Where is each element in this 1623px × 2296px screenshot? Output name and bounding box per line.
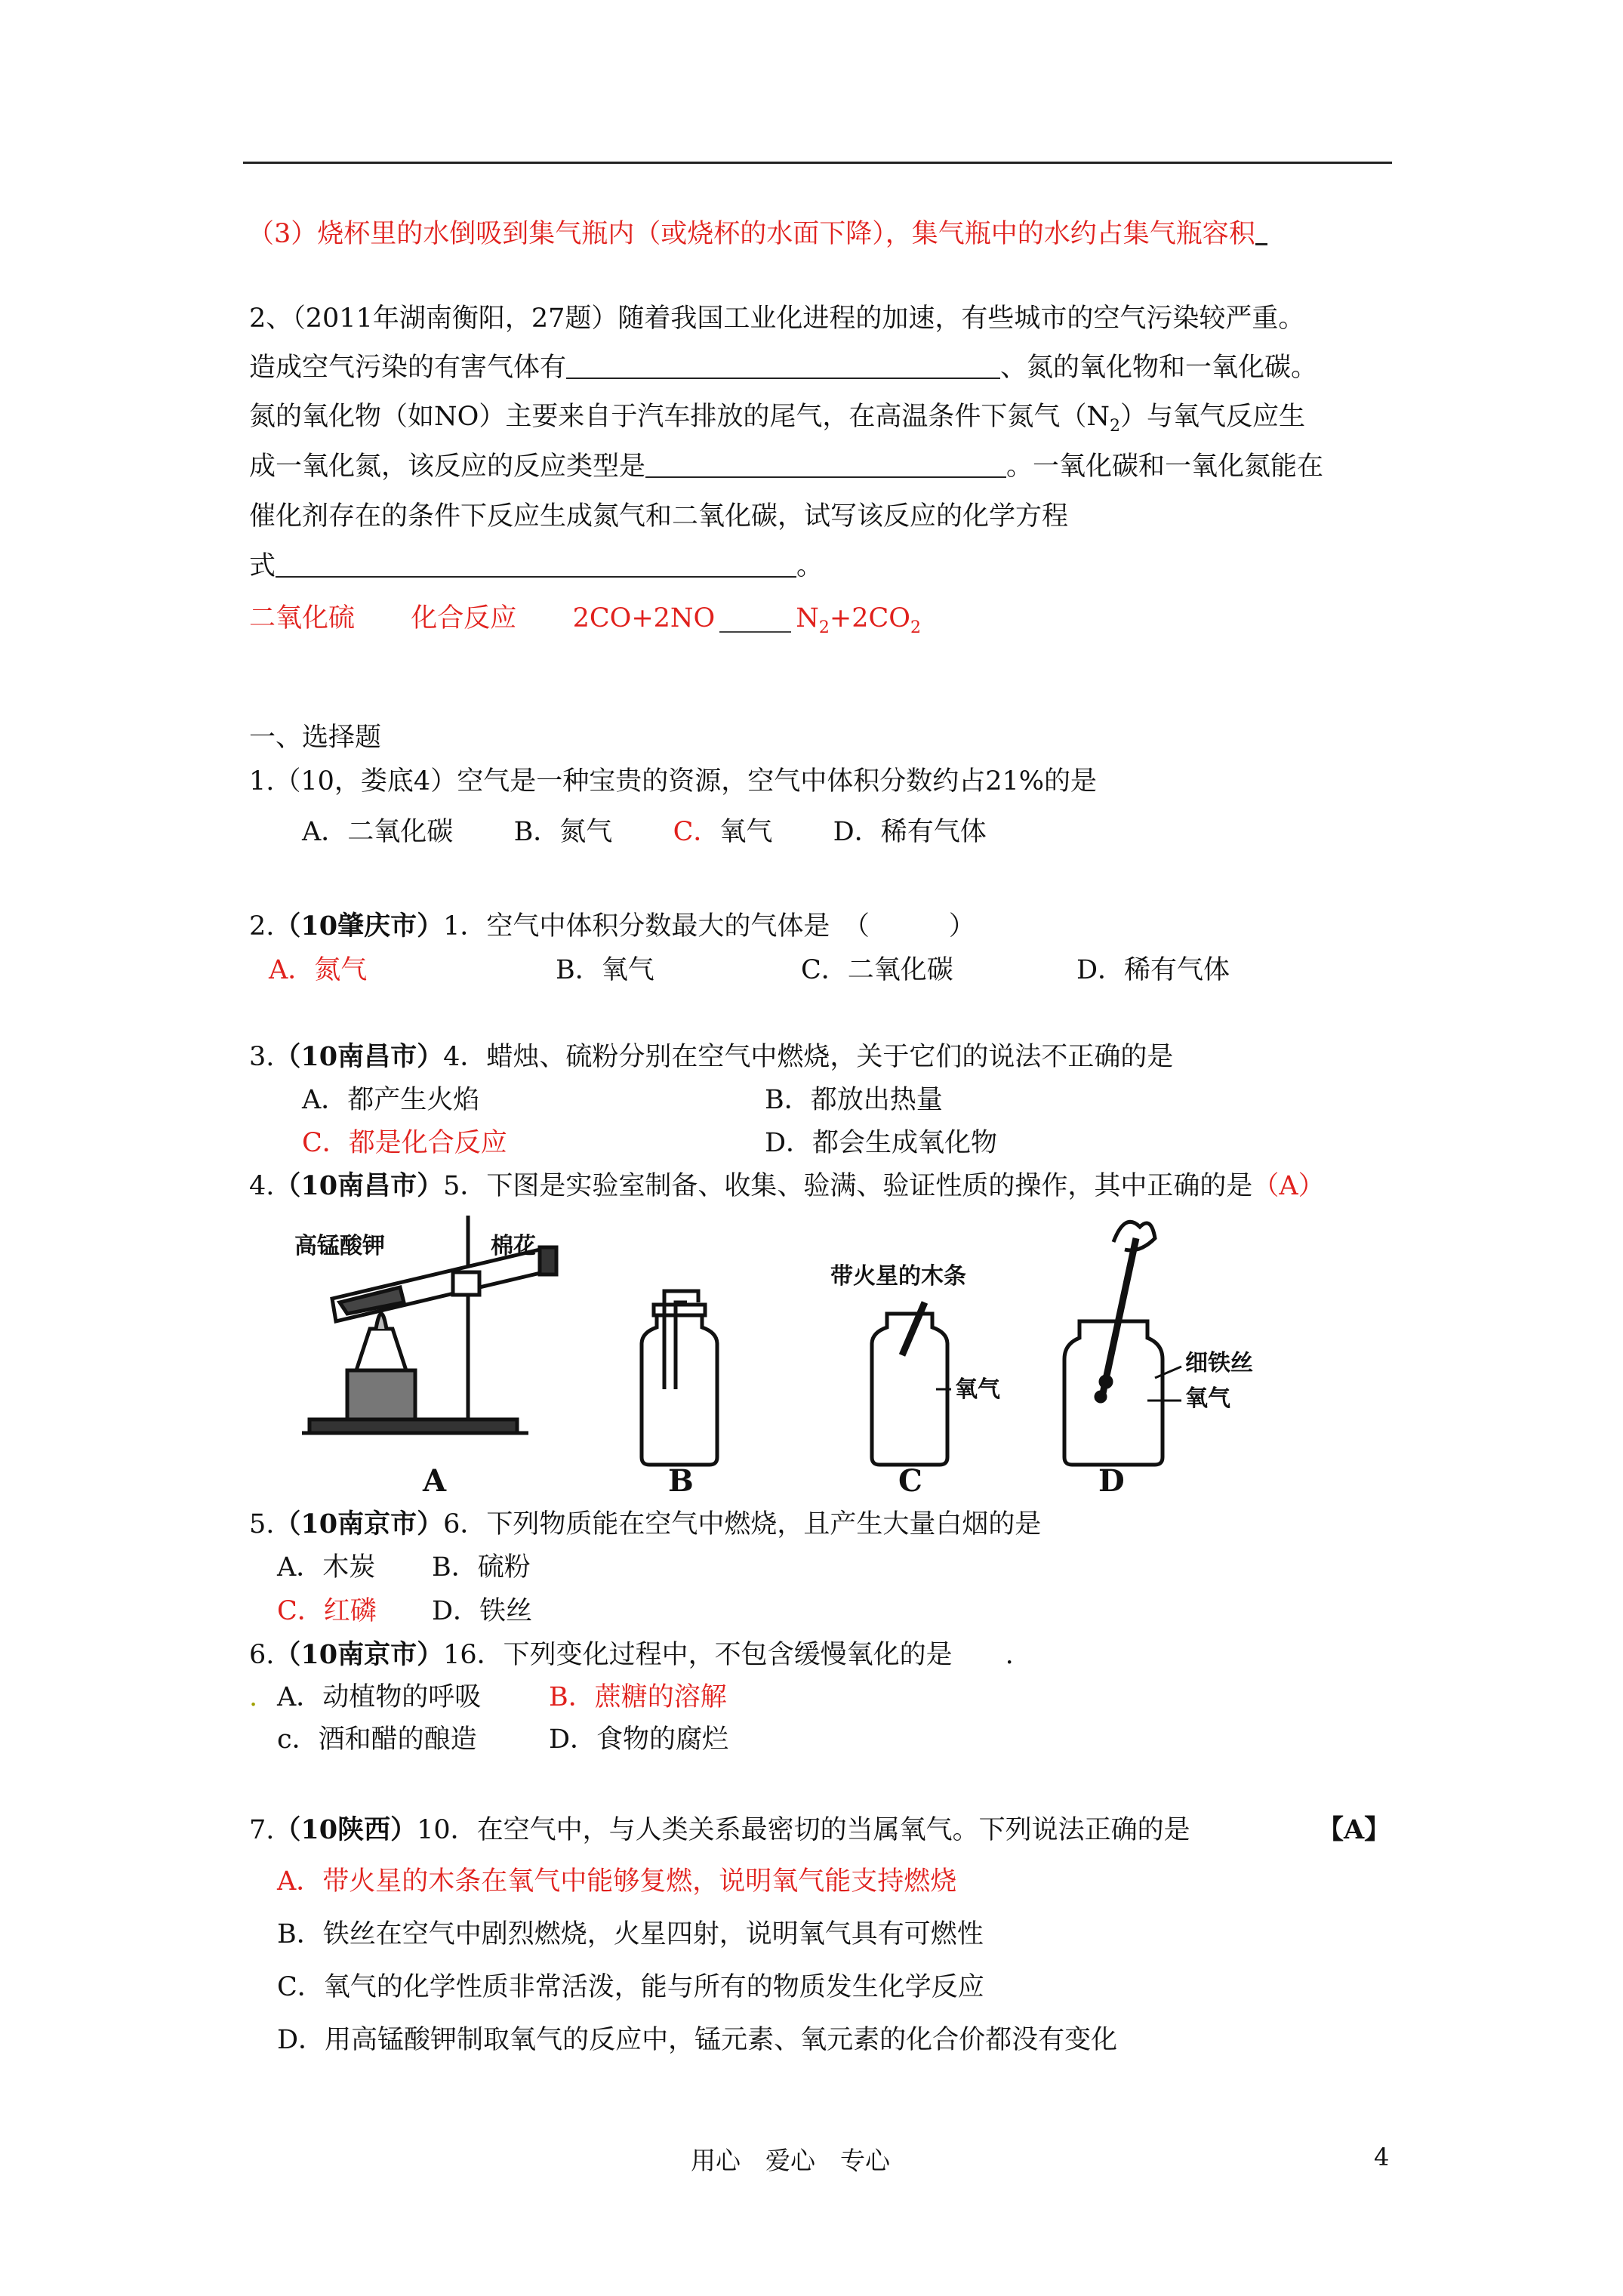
- q2-line6-text: 式: [249, 551, 276, 581]
- q5-option-a[interactable]: A．木炭: [277, 1552, 376, 1583]
- q1-options: [302, 815, 987, 849]
- label-iron-wire: 细铁丝: [1185, 1350, 1253, 1376]
- q3-option-d[interactable]: D．都会生成氧化物: [765, 1128, 998, 1158]
- q2-line4-text: 成一氧化氮，该反应的反应类型是: [249, 451, 646, 482]
- apparatus-c: [872, 1302, 951, 1465]
- q2b-option-c[interactable]: C．二氧化碳: [801, 955, 953, 985]
- q5-options-row2: [277, 1595, 532, 1628]
- q2b-options: [269, 954, 1230, 987]
- q6-option-a[interactable]: A．动植物的呼吸: [277, 1682, 482, 1712]
- q1-option-d[interactable]: D．稀有气体: [833, 817, 987, 847]
- q2b-stem-text: 1．空气中体积分数最大的气体是 （ ）: [443, 911, 975, 942]
- footer-motto: 用心 爱心 专心: [691, 2146, 890, 2175]
- lab-apparatus-figure: [287, 1208, 1419, 1495]
- q2-line4: [249, 450, 1323, 483]
- q2-answer-2: 化合反应: [411, 603, 517, 633]
- q2-answer-1: 二氧化硫: [249, 603, 356, 633]
- q2-line6: [249, 550, 823, 583]
- q3-num: 3.: [249, 1042, 275, 1072]
- q2-blank-1[interactable]: [566, 355, 1000, 379]
- q2-answer-3-right-a: N: [796, 603, 819, 633]
- q4-answer: （A）: [1252, 1171, 1325, 1201]
- q3-source: （10南昌市）: [274, 1041, 444, 1072]
- q2b-option-b[interactable]: B．氧气: [556, 955, 654, 985]
- q3-option-a[interactable]: A．都产生火焰: [302, 1085, 480, 1115]
- q2-line3-sub: 2: [1109, 417, 1120, 436]
- header-rule: [243, 162, 1392, 164]
- q2-line2-text: 造成空气污染的有害气体有: [249, 353, 567, 383]
- q5-stem: [249, 1508, 1041, 1541]
- q2-blank-2[interactable]: [645, 454, 1006, 478]
- label-oxygen-d: 氧气: [1185, 1385, 1230, 1412]
- q7-option-c[interactable]: C．氧气的化学性质非常活泼，能与所有的物质发生化学反应: [277, 1972, 984, 2002]
- q2-line2: [249, 351, 1317, 384]
- q3-stem: [249, 1040, 1173, 1074]
- q2-answer-3-right-b: +2CO: [829, 603, 910, 633]
- q1-option-b[interactable]: B．氮气: [513, 817, 613, 847]
- q2-answer-3-equals: [719, 609, 791, 633]
- q2b-option-d[interactable]: D．稀有气体: [1076, 955, 1230, 985]
- caption-d: D: [1098, 1463, 1125, 1495]
- q3-stem-text: 4．蜡烛、硫粉分别在空气中燃烧，关于它们的说法不正确的是: [443, 1042, 1174, 1072]
- q2-line3-text: 氮的氧化物（如NO）主要来自于汽车排放的尾气，在高温条件下氮气（N: [249, 402, 1110, 432]
- section-title: 一、选择题: [249, 723, 382, 753]
- q2-line3: [249, 400, 1305, 443]
- q7-answer: 【A】: [1317, 1814, 1391, 1845]
- q1-option-a[interactable]: A．二氧化碳: [302, 817, 454, 847]
- q6-stem-text: 16．下列变化过程中，不包含缓慢氧化的是 .: [443, 1640, 1014, 1670]
- label-oxygen-c: 氧气: [955, 1376, 1000, 1403]
- q6-num: 6.: [249, 1640, 275, 1670]
- q1-option-c-letter: C．: [673, 817, 720, 847]
- q4-num: 4.: [249, 1171, 275, 1201]
- q5-options-row1: [277, 1551, 531, 1584]
- q2-line5: 催化剂存在的条件下反应生成氮气和二氧化碳，试写该反应的化学方程: [249, 501, 1069, 532]
- q2b-option-a[interactable]: A．氮气: [269, 955, 368, 985]
- q6-option-b[interactable]: B．蔗糖的溶解: [549, 1682, 727, 1712]
- q7-option-a-text: A．带火星的木条在氧气中能够复燃，说明氧气能支持燃烧: [277, 1866, 957, 1897]
- q2-answer-3-left: 2CO+2NO: [572, 603, 716, 633]
- q2-line6-tail: 。: [796, 551, 824, 581]
- q2b-source: （10肇庆市）: [274, 911, 444, 942]
- q5-source: （10南京市）: [274, 1509, 444, 1539]
- q7-num: 7.: [249, 1815, 275, 1845]
- q5-num: 5.: [249, 1509, 275, 1539]
- q2-blank-3[interactable]: [276, 553, 796, 578]
- q7-source: （10陕西）: [274, 1814, 417, 1845]
- q6-options-row2: [277, 1723, 728, 1756]
- q3-option-b[interactable]: B．都放出热量: [765, 1085, 943, 1115]
- q6-source: （10南京市）: [274, 1639, 444, 1670]
- page-number: 4: [1374, 2143, 1390, 2171]
- answer-part3: [248, 217, 1267, 251]
- q2-line3-tail: ）与氧气反应生: [1119, 402, 1305, 432]
- q5-option-c[interactable]: C．红磷: [277, 1596, 377, 1626]
- q4-stem-text: 5．下图是实验室制备、收集、验满、验证性质的操作，其中正确的是: [443, 1171, 1253, 1201]
- label-splint: 带火星的木条: [830, 1263, 966, 1290]
- q5-option-b[interactable]: B．硫粉: [432, 1552, 531, 1583]
- q6-option-c[interactable]: c．酒和醋的酿造: [277, 1724, 477, 1755]
- q2-line2-tail: 、氮的氧化物和一氧化碳。: [1000, 353, 1318, 383]
- label-kmno4: 高锰酸钾: [294, 1233, 385, 1259]
- apparatus-b: [642, 1291, 717, 1465]
- q1-option-c-text: 氧气: [719, 817, 773, 847]
- caption-a: A: [423, 1463, 447, 1495]
- q6-option-d[interactable]: D．食物的腐烂: [549, 1724, 729, 1755]
- q7-option-a[interactable]: [277, 1865, 956, 1898]
- label-cotton: 棉花: [491, 1233, 536, 1259]
- q6-stem: [249, 1638, 1014, 1672]
- q1-stem: 1.（10，娄底4）空气是一种宝贵的资源，空气中体积分数约占21%的是: [249, 766, 1097, 797]
- answer-part3-blank: [1255, 220, 1267, 245]
- lab-apparatus-svg: [287, 1208, 1419, 1495]
- q7-stem: [249, 1814, 1190, 1847]
- q2-answer-3-sub2: 2: [910, 618, 921, 637]
- q7-option-d[interactable]: D．用高锰酸钾制取氧气的反应中，锰元素、氧元素的化合价都没有变化: [277, 2025, 1118, 2055]
- q4-source: （10南昌市）: [274, 1170, 444, 1201]
- answer-part3-text: （3）烧杯里的水倒吸到集气瓶内（或烧杯的水面下降），集气瓶中的水约占集气瓶容积: [248, 219, 1255, 249]
- q2-line1: 2、（2011年湖南衡阳，27题）随着我国工业化进程的加速，有些城市的空气污染较严重。: [249, 304, 1305, 334]
- q3-option-c[interactable]: C．都是化合反应: [302, 1128, 507, 1158]
- q4-stem: [249, 1170, 1325, 1203]
- q2-answers: [249, 602, 921, 645]
- q7-stem-text: 10．在空气中，与人类关系最密切的当属氧气。下列说法正确的是: [417, 1815, 1190, 1845]
- apparatus-d: [1064, 1222, 1181, 1465]
- q1-option-c[interactable]: [673, 817, 773, 847]
- q5-option-d[interactable]: D．铁丝: [432, 1596, 533, 1626]
- q6-dot: .: [249, 1682, 258, 1712]
- q6-options-row1: [249, 1681, 727, 1714]
- q2b-stem: [249, 910, 975, 943]
- caption-b: B: [668, 1463, 694, 1495]
- q7-option-b[interactable]: B．铁丝在空气中剧烈燃烧，火星四射，说明氧气具有可燃性: [277, 1919, 984, 1949]
- caption-c: C: [898, 1463, 922, 1495]
- q2-line4-tail: 。一氧化碳和一氧化氮能在: [1006, 451, 1324, 482]
- q2-answer-3-sub1: 2: [818, 618, 830, 637]
- q2b-num: 2.: [249, 911, 275, 942]
- q5-stem-text: 6．下列物质能在空气中燃烧，且产生大量白烟的是: [443, 1509, 1042, 1539]
